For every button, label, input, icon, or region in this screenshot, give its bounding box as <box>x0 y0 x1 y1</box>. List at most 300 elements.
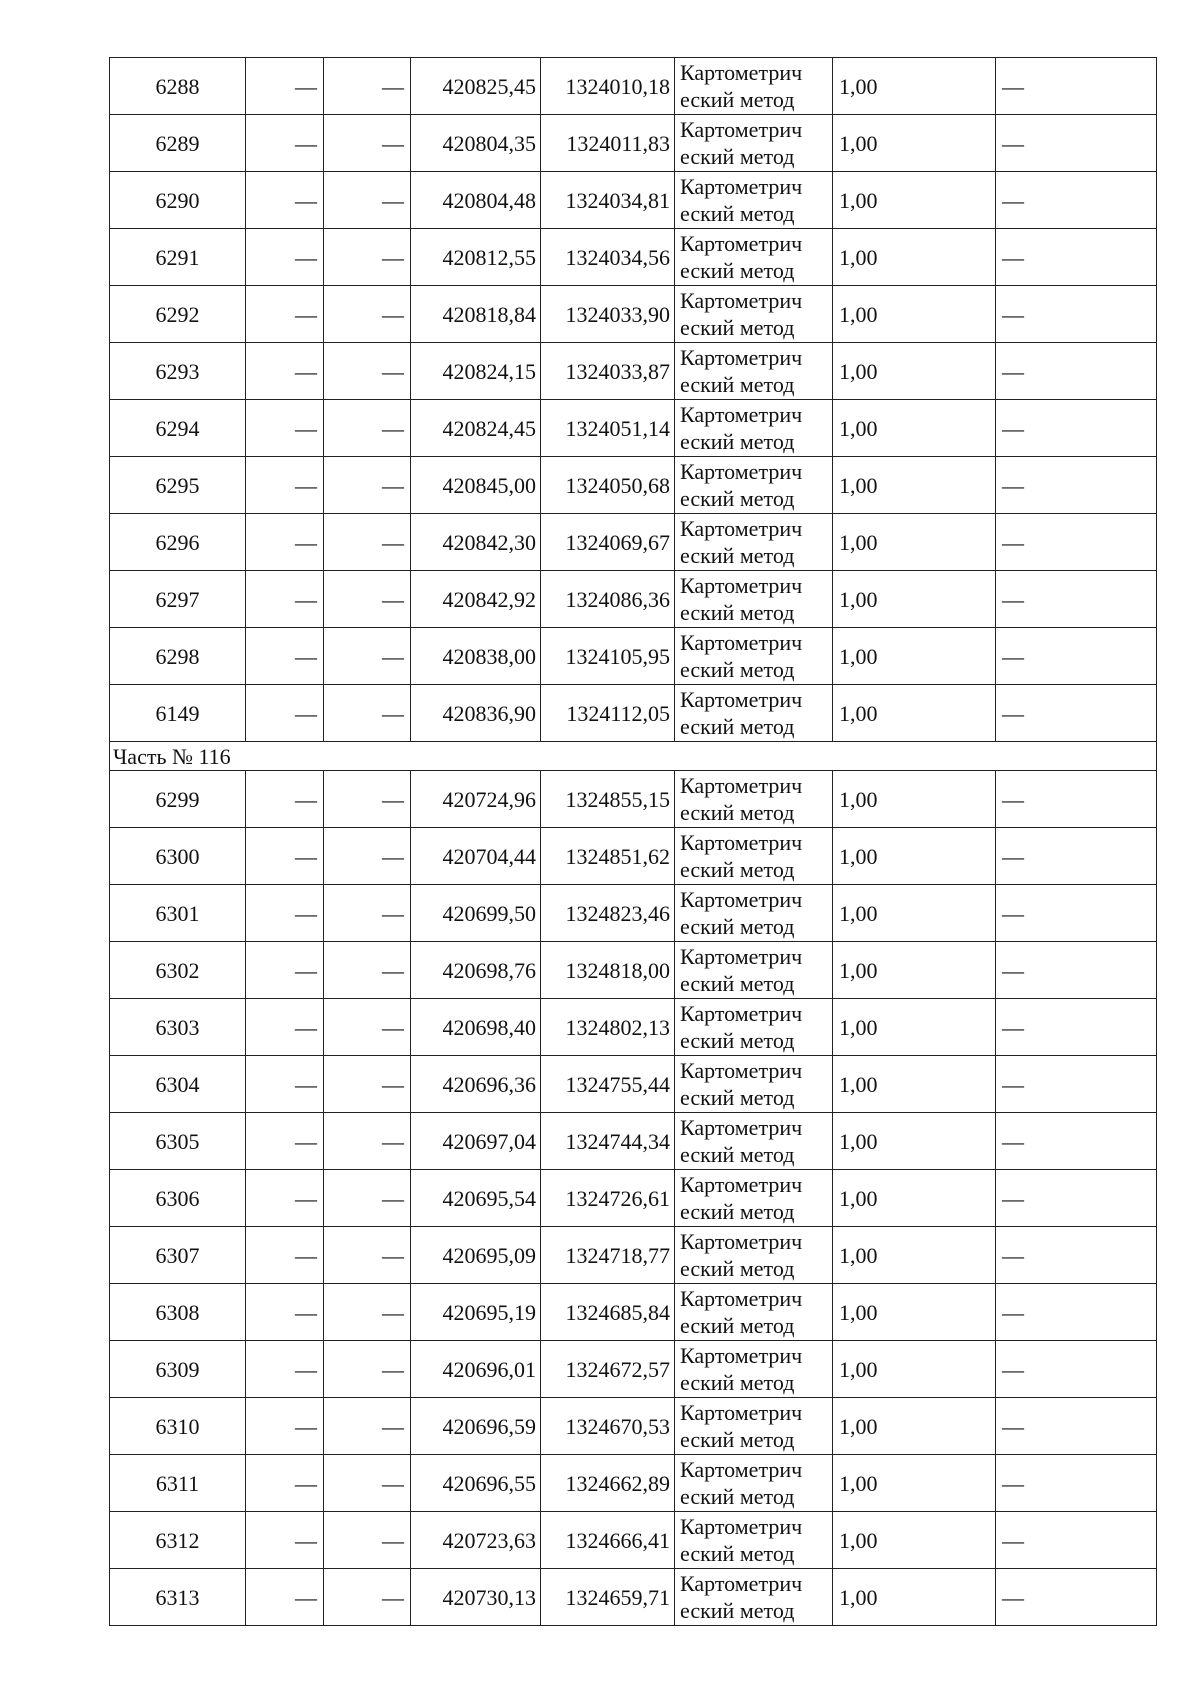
method-text-line-2: еский метод <box>680 201 795 226</box>
old-y-cell: — <box>324 457 411 514</box>
point-number-cell: 6303 <box>110 999 246 1056</box>
old-x-cell: — <box>246 514 324 571</box>
method-text-line-1: Картометрич <box>680 887 803 912</box>
method-text-line-2: еский метод <box>680 1313 795 1338</box>
method-text-line-2: еский метод <box>680 1199 795 1224</box>
x-coordinate-cell: 420842,30 <box>411 514 541 571</box>
method-text-line-1: Картометрич <box>680 288 803 313</box>
old-y-cell: — <box>324 685 411 742</box>
table-row <box>110 1056 1157 1113</box>
method-text-line-2: еский метод <box>680 144 795 169</box>
old-y-cell: — <box>324 628 411 685</box>
old-x-cell: — <box>246 1227 324 1284</box>
coordinates-table <box>109 57 1157 1626</box>
old-x-cell: — <box>246 1056 324 1113</box>
point-number-cell: 6301 <box>110 885 246 942</box>
table-row <box>110 115 1157 172</box>
old-x-cell: — <box>246 1512 324 1569</box>
old-y-cell: — <box>324 514 411 571</box>
old-y-cell: — <box>324 400 411 457</box>
old-x-cell: — <box>246 1569 324 1626</box>
method-text-line-2: еский метод <box>680 1028 795 1053</box>
x-coordinate-cell: 420812,55 <box>411 229 541 286</box>
x-coordinate-cell: 420695,09 <box>411 1227 541 1284</box>
y-coordinate-cell: 1324666,41 <box>541 1512 675 1569</box>
y-coordinate-cell: 1324050,68 <box>541 457 675 514</box>
description-cell: — <box>996 1341 1157 1398</box>
method-cell <box>675 771 833 828</box>
x-coordinate-cell: 420836,90 <box>411 685 541 742</box>
table-row <box>110 628 1157 685</box>
y-coordinate-cell: 1324685,84 <box>541 1284 675 1341</box>
method-cell <box>675 115 833 172</box>
method-cell <box>675 1056 833 1113</box>
method-text-line-1: Картометрич <box>680 944 803 969</box>
accuracy-cell: 1,00 <box>833 1056 996 1113</box>
table-row <box>110 343 1157 400</box>
method-text-line-1: Картометрич <box>680 773 803 798</box>
description-cell: — <box>996 1056 1157 1113</box>
description-cell: — <box>996 1284 1157 1341</box>
x-coordinate-cell: 420697,04 <box>411 1113 541 1170</box>
old-x-cell: — <box>246 58 324 115</box>
table-row <box>110 1113 1157 1170</box>
description-cell: — <box>996 999 1157 1056</box>
accuracy-cell: 1,00 <box>833 942 996 999</box>
old-y-cell: — <box>324 1113 411 1170</box>
accuracy-cell: 1,00 <box>833 172 996 229</box>
method-text-line-2: еский метод <box>680 1370 795 1395</box>
method-text-line-2: еский метод <box>680 657 795 682</box>
y-coordinate-cell: 1324069,67 <box>541 514 675 571</box>
table-body <box>110 58 1157 1626</box>
point-number-cell: 6288 <box>110 58 246 115</box>
old-y-cell: — <box>324 1227 411 1284</box>
old-x-cell: — <box>246 115 324 172</box>
description-cell: — <box>996 828 1157 885</box>
old-x-cell: — <box>246 771 324 828</box>
table-row <box>110 1569 1157 1626</box>
old-x-cell: — <box>246 571 324 628</box>
method-cell <box>675 1455 833 1512</box>
y-coordinate-cell: 1324034,81 <box>541 172 675 229</box>
x-coordinate-cell: 420699,50 <box>411 885 541 942</box>
x-coordinate-cell: 420723,63 <box>411 1512 541 1569</box>
y-coordinate-cell: 1324033,90 <box>541 286 675 343</box>
y-coordinate-cell: 1324670,53 <box>541 1398 675 1455</box>
accuracy-cell: 1,00 <box>833 343 996 400</box>
method-text-line-1: Картометрич <box>680 117 803 142</box>
method-cell <box>675 571 833 628</box>
accuracy-cell: 1,00 <box>833 229 996 286</box>
x-coordinate-cell: 420698,76 <box>411 942 541 999</box>
old-y-cell: — <box>324 571 411 628</box>
point-number-cell: 6292 <box>110 286 246 343</box>
x-coordinate-cell: 420824,45 <box>411 400 541 457</box>
point-number-cell: 6298 <box>110 628 246 685</box>
description-cell: — <box>996 457 1157 514</box>
old-y-cell: — <box>324 1398 411 1455</box>
accuracy-cell: 1,00 <box>833 58 996 115</box>
description-cell: — <box>996 58 1157 115</box>
x-coordinate-cell: 420845,00 <box>411 457 541 514</box>
method-cell <box>675 1227 833 1284</box>
method-text-line-2: еский метод <box>680 429 795 454</box>
method-cell <box>675 400 833 457</box>
old-x-cell: — <box>246 628 324 685</box>
old-x-cell: — <box>246 172 324 229</box>
x-coordinate-cell: 420696,59 <box>411 1398 541 1455</box>
method-cell <box>675 343 833 400</box>
y-coordinate-cell: 1324726,61 <box>541 1170 675 1227</box>
description-cell: — <box>996 1227 1157 1284</box>
method-text-line-1: Картометрич <box>680 402 803 427</box>
old-x-cell: — <box>246 942 324 999</box>
table-row <box>110 828 1157 885</box>
y-coordinate-cell: 1324851,62 <box>541 828 675 885</box>
description-cell: — <box>996 115 1157 172</box>
accuracy-cell: 1,00 <box>833 514 996 571</box>
method-text-line-2: еский метод <box>680 914 795 939</box>
method-text-line-1: Картометрич <box>680 231 803 256</box>
method-text-line-2: еский метод <box>680 1427 795 1452</box>
method-cell <box>675 1398 833 1455</box>
y-coordinate-cell: 1324818,00 <box>541 942 675 999</box>
table-row <box>110 942 1157 999</box>
accuracy-cell: 1,00 <box>833 1284 996 1341</box>
y-coordinate-cell: 1324011,83 <box>541 115 675 172</box>
table-row <box>110 229 1157 286</box>
description-cell: — <box>996 514 1157 571</box>
old-y-cell: — <box>324 286 411 343</box>
point-number-cell: 6307 <box>110 1227 246 1284</box>
old-y-cell: — <box>324 1455 411 1512</box>
description-cell: — <box>996 1512 1157 1569</box>
point-number-cell: 6295 <box>110 457 246 514</box>
method-text-line-2: еский метод <box>680 315 795 340</box>
method-text-line-1: Картометрич <box>680 1058 803 1083</box>
method-cell <box>675 457 833 514</box>
y-coordinate-cell: 1324802,13 <box>541 999 675 1056</box>
table-row <box>110 1398 1157 1455</box>
old-x-cell: — <box>246 1341 324 1398</box>
y-coordinate-cell: 1324112,05 <box>541 685 675 742</box>
accuracy-cell: 1,00 <box>833 1398 996 1455</box>
point-number-cell: 6305 <box>110 1113 246 1170</box>
method-cell <box>675 628 833 685</box>
method-text-line-1: Картометрич <box>680 345 803 370</box>
point-number-cell: 6309 <box>110 1341 246 1398</box>
accuracy-cell: 1,00 <box>833 771 996 828</box>
old-x-cell: — <box>246 229 324 286</box>
point-number-cell: 6296 <box>110 514 246 571</box>
method-text-line-1: Картометрич <box>680 1457 803 1482</box>
old-x-cell: — <box>246 343 324 400</box>
point-number-cell: 6310 <box>110 1398 246 1455</box>
old-y-cell: — <box>324 115 411 172</box>
accuracy-cell: 1,00 <box>833 1455 996 1512</box>
method-text-line-2: еский метод <box>680 971 795 996</box>
y-coordinate-cell: 1324755,44 <box>541 1056 675 1113</box>
old-x-cell: — <box>246 999 324 1056</box>
method-cell <box>675 1569 833 1626</box>
y-coordinate-cell: 1324662,89 <box>541 1455 675 1512</box>
x-coordinate-cell: 420842,92 <box>411 571 541 628</box>
point-number-cell: 6290 <box>110 172 246 229</box>
accuracy-cell: 1,00 <box>833 115 996 172</box>
method-text-line-2: еский метод <box>680 600 795 625</box>
description-cell: — <box>996 628 1157 685</box>
method-text-line-2: еский метод <box>680 1256 795 1281</box>
method-text-line-2: еский метод <box>680 258 795 283</box>
method-text-line-1: Картометрич <box>680 174 803 199</box>
y-coordinate-cell: 1324010,18 <box>541 58 675 115</box>
method-text-line-1: Картометрич <box>680 1229 803 1254</box>
table-row <box>110 1227 1157 1284</box>
method-cell <box>675 1284 833 1341</box>
description-cell: — <box>996 1569 1157 1626</box>
x-coordinate-cell: 420704,44 <box>411 828 541 885</box>
point-number-cell: 6291 <box>110 229 246 286</box>
method-cell <box>675 942 833 999</box>
description-cell: — <box>996 286 1157 343</box>
method-text-line-1: Картометрич <box>680 459 803 484</box>
accuracy-cell: 1,00 <box>833 1512 996 1569</box>
description-cell: — <box>996 571 1157 628</box>
accuracy-cell: 1,00 <box>833 885 996 942</box>
method-cell <box>675 286 833 343</box>
accuracy-cell: 1,00 <box>833 1569 996 1626</box>
old-x-cell: — <box>246 1398 324 1455</box>
x-coordinate-cell: 420696,36 <box>411 1056 541 1113</box>
x-coordinate-cell: 420696,55 <box>411 1455 541 1512</box>
old-x-cell: — <box>246 1284 324 1341</box>
accuracy-cell: 1,00 <box>833 400 996 457</box>
method-text-line-2: еский метод <box>680 1085 795 1110</box>
description-cell: — <box>996 1113 1157 1170</box>
old-x-cell: — <box>246 286 324 343</box>
method-text-line-2: еский метод <box>680 87 795 112</box>
old-y-cell: — <box>324 885 411 942</box>
accuracy-cell: 1,00 <box>833 828 996 885</box>
method-text-line-2: еский метод <box>680 1484 795 1509</box>
method-cell <box>675 58 833 115</box>
method-cell <box>675 685 833 742</box>
method-cell <box>675 885 833 942</box>
point-number-cell: 6304 <box>110 1056 246 1113</box>
accuracy-cell: 1,00 <box>833 1170 996 1227</box>
old-y-cell: — <box>324 58 411 115</box>
y-coordinate-cell: 1324659,71 <box>541 1569 675 1626</box>
point-number-cell: 6149 <box>110 685 246 742</box>
method-cell <box>675 172 833 229</box>
y-coordinate-cell: 1324105,95 <box>541 628 675 685</box>
description-cell: — <box>996 172 1157 229</box>
accuracy-cell: 1,00 <box>833 1341 996 1398</box>
x-coordinate-cell: 420730,13 <box>411 1569 541 1626</box>
x-coordinate-cell: 420724,96 <box>411 771 541 828</box>
x-coordinate-cell: 420838,00 <box>411 628 541 685</box>
accuracy-cell: 1,00 <box>833 286 996 343</box>
method-text-line-2: еский метод <box>680 1598 795 1623</box>
accuracy-cell: 1,00 <box>833 1113 996 1170</box>
method-text-line-1: Картометрич <box>680 573 803 598</box>
section-title: Часть № 116 <box>110 742 1157 771</box>
method-text-line-1: Картометрич <box>680 1400 803 1425</box>
x-coordinate-cell: 420696,01 <box>411 1341 541 1398</box>
table-row <box>110 685 1157 742</box>
method-text-line-2: еский метод <box>680 372 795 397</box>
description-cell: — <box>996 229 1157 286</box>
table-row <box>110 999 1157 1056</box>
old-y-cell: — <box>324 1284 411 1341</box>
table-row <box>110 514 1157 571</box>
table-row <box>110 172 1157 229</box>
point-number-cell: 6289 <box>110 115 246 172</box>
description-cell: — <box>996 885 1157 942</box>
old-x-cell: — <box>246 1455 324 1512</box>
method-cell <box>675 514 833 571</box>
old-x-cell: — <box>246 828 324 885</box>
method-text-line-1: Картометрич <box>680 60 803 85</box>
old-y-cell: — <box>324 1170 411 1227</box>
x-coordinate-cell: 420824,15 <box>411 343 541 400</box>
old-x-cell: — <box>246 1113 324 1170</box>
point-number-cell: 6311 <box>110 1455 246 1512</box>
method-cell <box>675 1512 833 1569</box>
table-row <box>110 286 1157 343</box>
method-text-line-2: еский метод <box>680 1142 795 1167</box>
description-cell: — <box>996 1455 1157 1512</box>
accuracy-cell: 1,00 <box>833 1227 996 1284</box>
y-coordinate-cell: 1324855,15 <box>541 771 675 828</box>
method-text-line-1: Картометрич <box>680 1286 803 1311</box>
table-row <box>110 58 1157 115</box>
accuracy-cell: 1,00 <box>833 457 996 514</box>
table-row <box>110 1341 1157 1398</box>
point-number-cell: 6312 <box>110 1512 246 1569</box>
section-header-row <box>110 742 1157 771</box>
method-cell <box>675 1341 833 1398</box>
method-cell <box>675 828 833 885</box>
old-x-cell: — <box>246 685 324 742</box>
old-y-cell: — <box>324 828 411 885</box>
x-coordinate-cell: 420825,45 <box>411 58 541 115</box>
method-text-line-1: Картометрич <box>680 1172 803 1197</box>
accuracy-cell: 1,00 <box>833 628 996 685</box>
y-coordinate-cell: 1324034,56 <box>541 229 675 286</box>
method-text-line-1: Картометрич <box>680 630 803 655</box>
method-text-line-1: Картометрич <box>680 1343 803 1368</box>
point-number-cell: 6302 <box>110 942 246 999</box>
x-coordinate-cell: 420804,48 <box>411 172 541 229</box>
point-number-cell: 6293 <box>110 343 246 400</box>
method-text-line-2: еский метод <box>680 857 795 882</box>
old-y-cell: — <box>324 942 411 999</box>
old-y-cell: — <box>324 172 411 229</box>
method-text-line-2: еский метод <box>680 714 795 739</box>
table-row <box>110 1512 1157 1569</box>
accuracy-cell: 1,00 <box>833 999 996 1056</box>
description-cell: — <box>996 400 1157 457</box>
point-number-cell: 6299 <box>110 771 246 828</box>
old-y-cell: — <box>324 999 411 1056</box>
method-text-line-1: Картометрич <box>680 1514 803 1539</box>
method-text-line-1: Картометрич <box>680 516 803 541</box>
method-text-line-1: Картометрич <box>680 687 803 712</box>
point-number-cell: 6297 <box>110 571 246 628</box>
y-coordinate-cell: 1324718,77 <box>541 1227 675 1284</box>
method-text-line-2: еский метод <box>680 800 795 825</box>
table-row <box>110 457 1157 514</box>
table-row <box>110 885 1157 942</box>
x-coordinate-cell: 420818,84 <box>411 286 541 343</box>
old-y-cell: — <box>324 1512 411 1569</box>
description-cell: — <box>996 1170 1157 1227</box>
old-x-cell: — <box>246 400 324 457</box>
point-number-cell: 6294 <box>110 400 246 457</box>
table-row <box>110 1284 1157 1341</box>
y-coordinate-cell: 1324672,57 <box>541 1341 675 1398</box>
method-cell <box>675 229 833 286</box>
x-coordinate-cell: 420695,19 <box>411 1284 541 1341</box>
old-y-cell: — <box>324 771 411 828</box>
old-y-cell: — <box>324 343 411 400</box>
table-row <box>110 1455 1157 1512</box>
point-number-cell: 6313 <box>110 1569 246 1626</box>
point-number-cell: 6308 <box>110 1284 246 1341</box>
method-cell <box>675 1113 833 1170</box>
y-coordinate-cell: 1324033,87 <box>541 343 675 400</box>
description-cell: — <box>996 1398 1157 1455</box>
description-cell: — <box>996 343 1157 400</box>
x-coordinate-cell: 420698,40 <box>411 999 541 1056</box>
old-x-cell: — <box>246 457 324 514</box>
table-row <box>110 400 1157 457</box>
description-cell: — <box>996 771 1157 828</box>
method-text-line-1: Картометрич <box>680 830 803 855</box>
table-row <box>110 771 1157 828</box>
y-coordinate-cell: 1324051,14 <box>541 400 675 457</box>
description-cell: — <box>996 942 1157 999</box>
method-text-line-1: Картометрич <box>680 1001 803 1026</box>
method-text-line-1: Картометрич <box>680 1571 803 1596</box>
table-row <box>110 571 1157 628</box>
point-number-cell: 6306 <box>110 1170 246 1227</box>
method-text-line-2: еский метод <box>680 486 795 511</box>
y-coordinate-cell: 1324823,46 <box>541 885 675 942</box>
description-cell: — <box>996 685 1157 742</box>
method-cell <box>675 999 833 1056</box>
old-y-cell: — <box>324 1341 411 1398</box>
y-coordinate-cell: 1324744,34 <box>541 1113 675 1170</box>
accuracy-cell: 1,00 <box>833 685 996 742</box>
table-row <box>110 1170 1157 1227</box>
method-text-line-1: Картометрич <box>680 1115 803 1140</box>
old-y-cell: — <box>324 1569 411 1626</box>
point-number-cell: 6300 <box>110 828 246 885</box>
method-text-line-2: еский метод <box>680 1541 795 1566</box>
old-y-cell: — <box>324 1056 411 1113</box>
old-x-cell: — <box>246 885 324 942</box>
accuracy-cell: 1,00 <box>833 571 996 628</box>
y-coordinate-cell: 1324086,36 <box>541 571 675 628</box>
old-x-cell: — <box>246 1170 324 1227</box>
old-y-cell: — <box>324 229 411 286</box>
method-text-line-2: еский метод <box>680 543 795 568</box>
x-coordinate-cell: 420804,35 <box>411 115 541 172</box>
method-cell <box>675 1170 833 1227</box>
